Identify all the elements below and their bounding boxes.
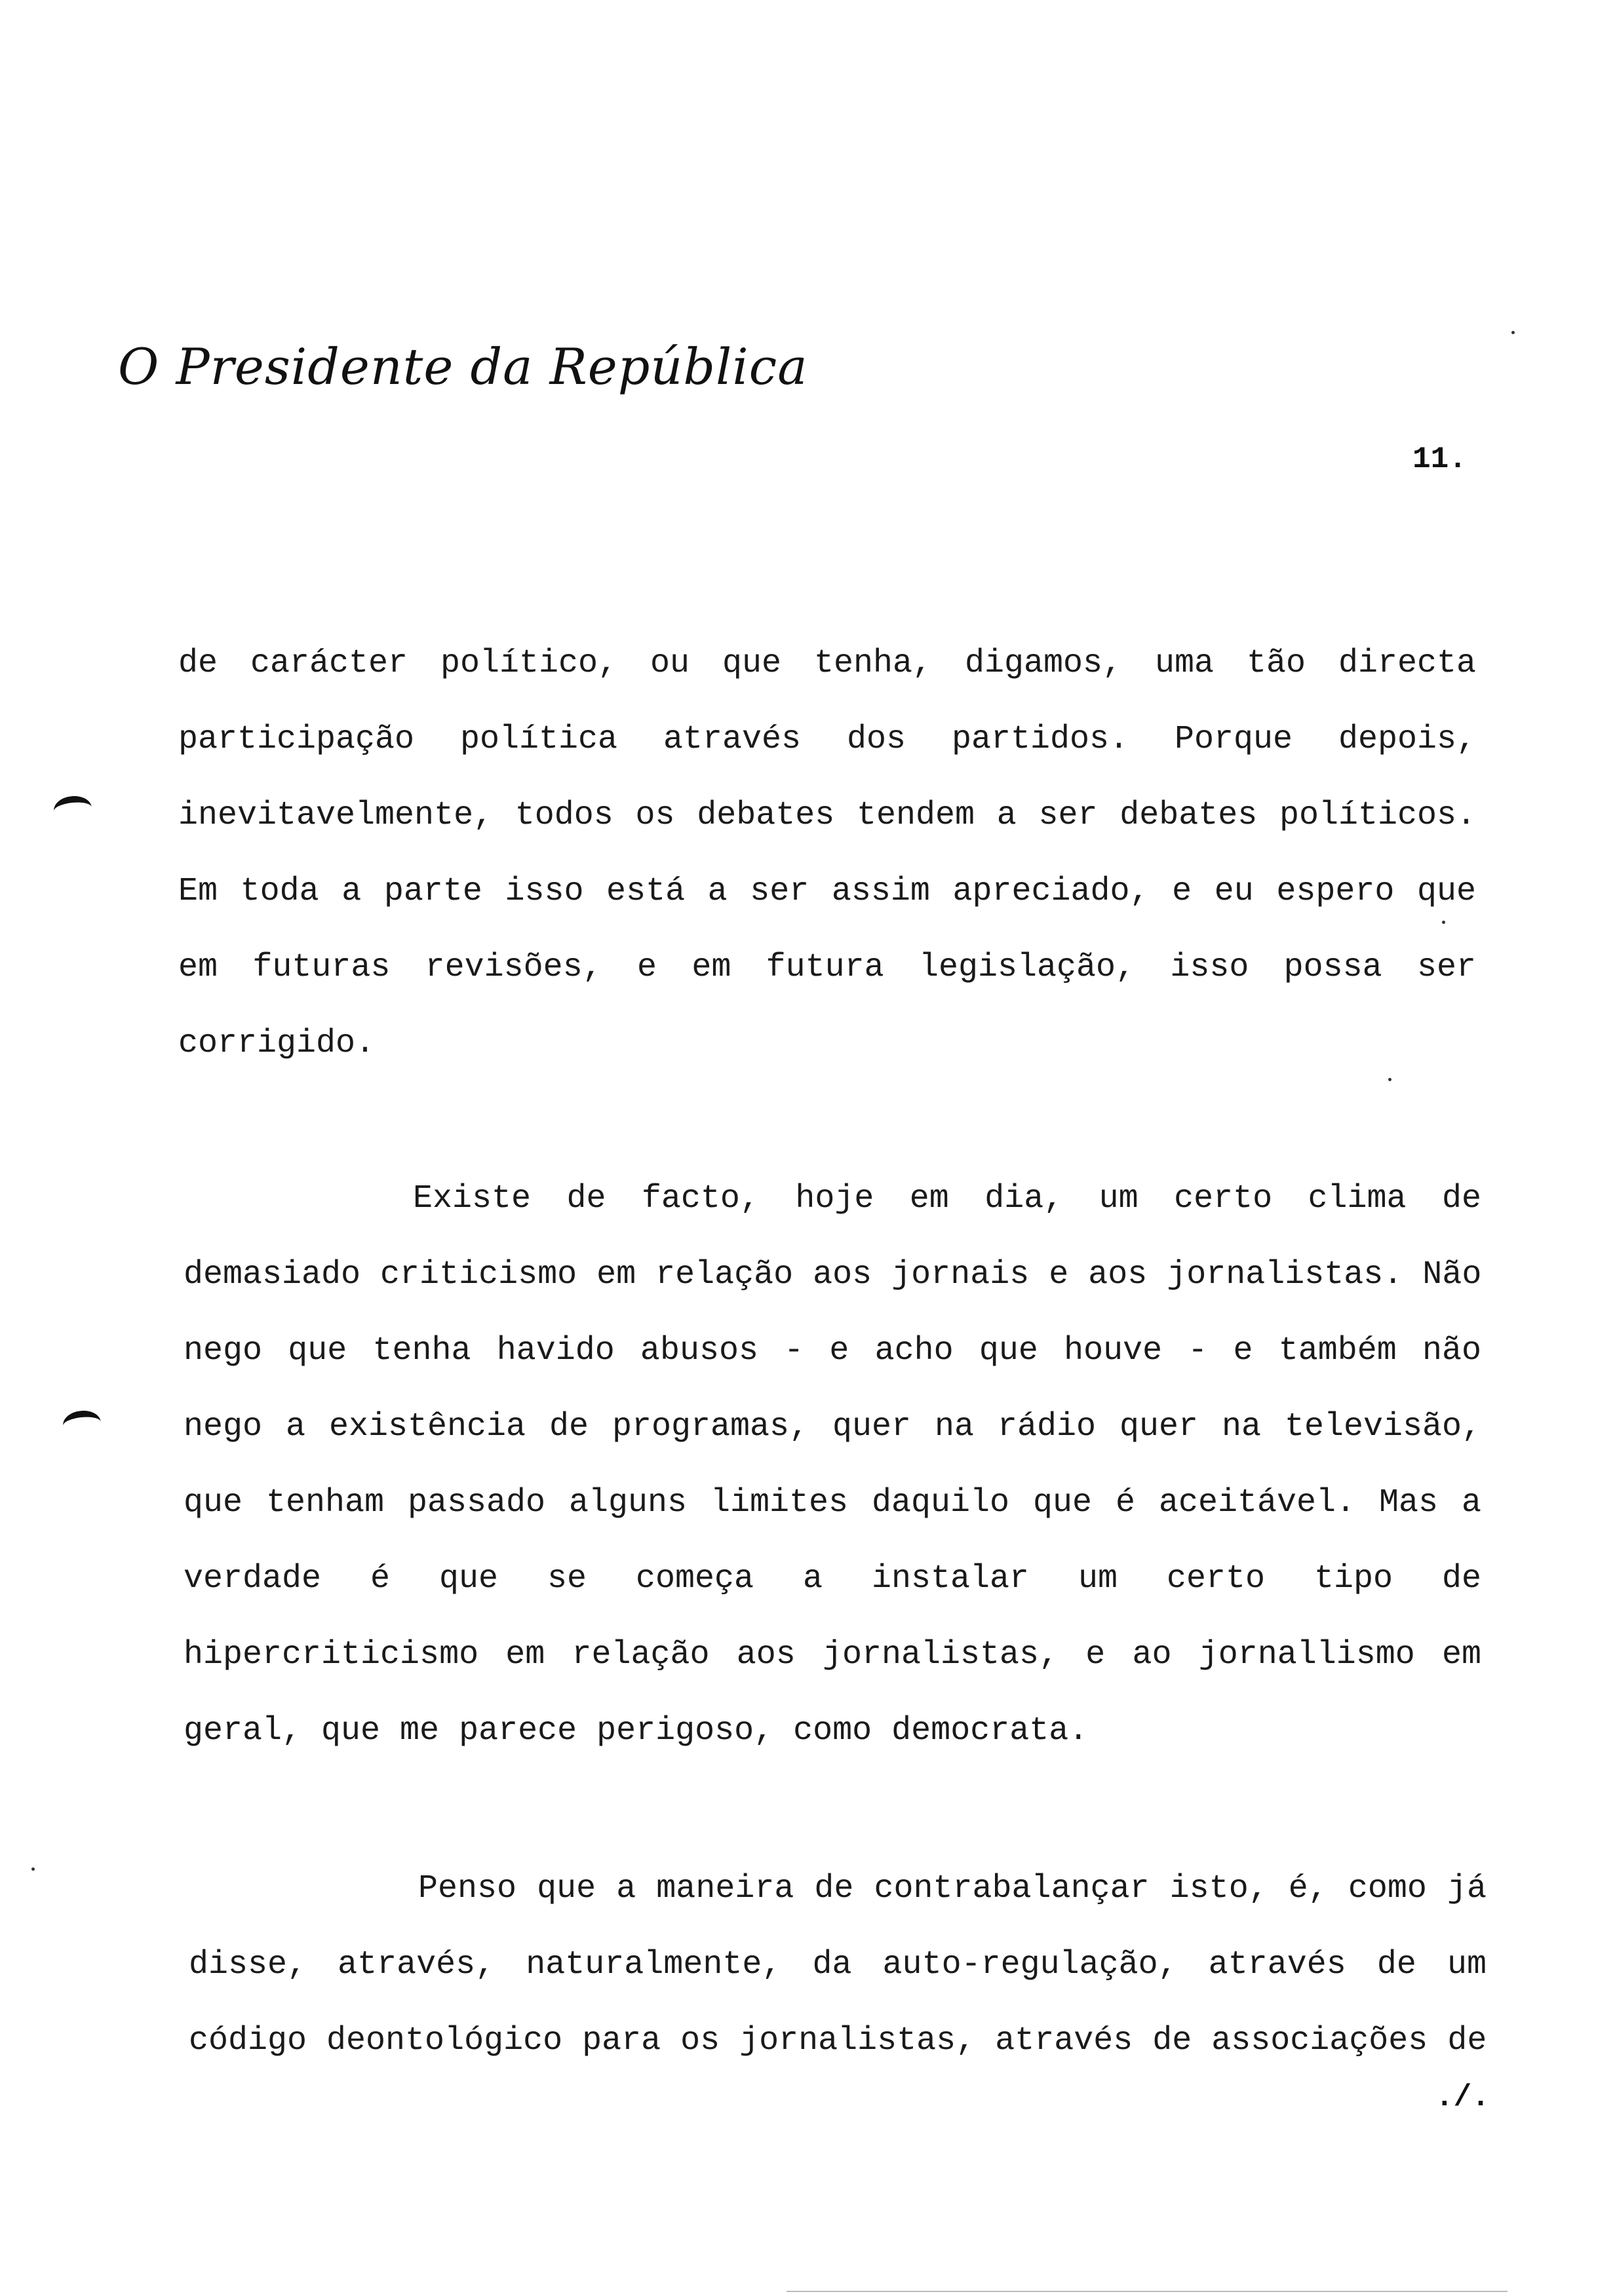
paragraph-line: disse, através, naturalmente, da auto-regulação, através de um [189,1946,1487,1983]
paragraph-line: corrigido. [178,1025,376,1062]
paragraph-2 [184,1161,1481,1769]
paragraph-3 [189,1851,1487,2079]
scan-speck [31,1867,35,1871]
paragraph-line: participação política através dos partidos. Porque depois, [178,721,1476,758]
continuation-mark: ./. [1435,2080,1490,2114]
paragraph-line: código deontológico para os jornalistas, através de associações de [189,2022,1487,2059]
punch-hole-mark [62,1409,102,1439]
paragraph-line: Penso que a maneira de contrabalançar isto, é, como já [418,1870,1487,1907]
paragraph-line: hipercriticismo em relação aos jornalistas, e ao jornallismo em [184,1636,1481,1674]
paragraph-line: geral, que me parece perigoso, como democrata. [184,1712,1089,1750]
paragraph-line: nego a existência de programas, quer na rádio quer na televisão, [184,1408,1481,1445]
paragraph-line: que tenham passado alguns limites daquilo que é aceitável. Mas a [184,1484,1481,1521]
paragraph-line: inevitavelmente, todos os debates tendem a ser debates políticos. [178,797,1476,834]
paragraph-line: demasiado criticismo em relação aos jornais e aos jornalistas. Não [184,1256,1481,1293]
paragraph-line: nego que tenha havido abusos - e acho que houve - e também não [184,1332,1481,1369]
paragraph-1 [178,626,1476,1082]
paragraph-line: Existe de facto, hoje em dia, um certo clima de [413,1180,1481,1217]
scan-edge-line [787,2291,1508,2292]
punch-hole-mark [52,794,93,824]
paragraph-line: verdade é que se começa a instalar um certo tipo de [184,1560,1481,1598]
scan-speck [1511,331,1515,334]
paragraph-line: em futuras revisões, e em futura legislação, isso possa ser [178,949,1476,986]
paragraph-line: Em toda a parte isso está a ser assim apreciado, e eu espero que [178,873,1476,910]
page-number: 11. [1412,442,1467,476]
paragraph-line: de carácter político, ou que tenha, digamos, uma tão directa [178,645,1476,682]
letterhead-title: O Presidente da República [118,337,808,396]
